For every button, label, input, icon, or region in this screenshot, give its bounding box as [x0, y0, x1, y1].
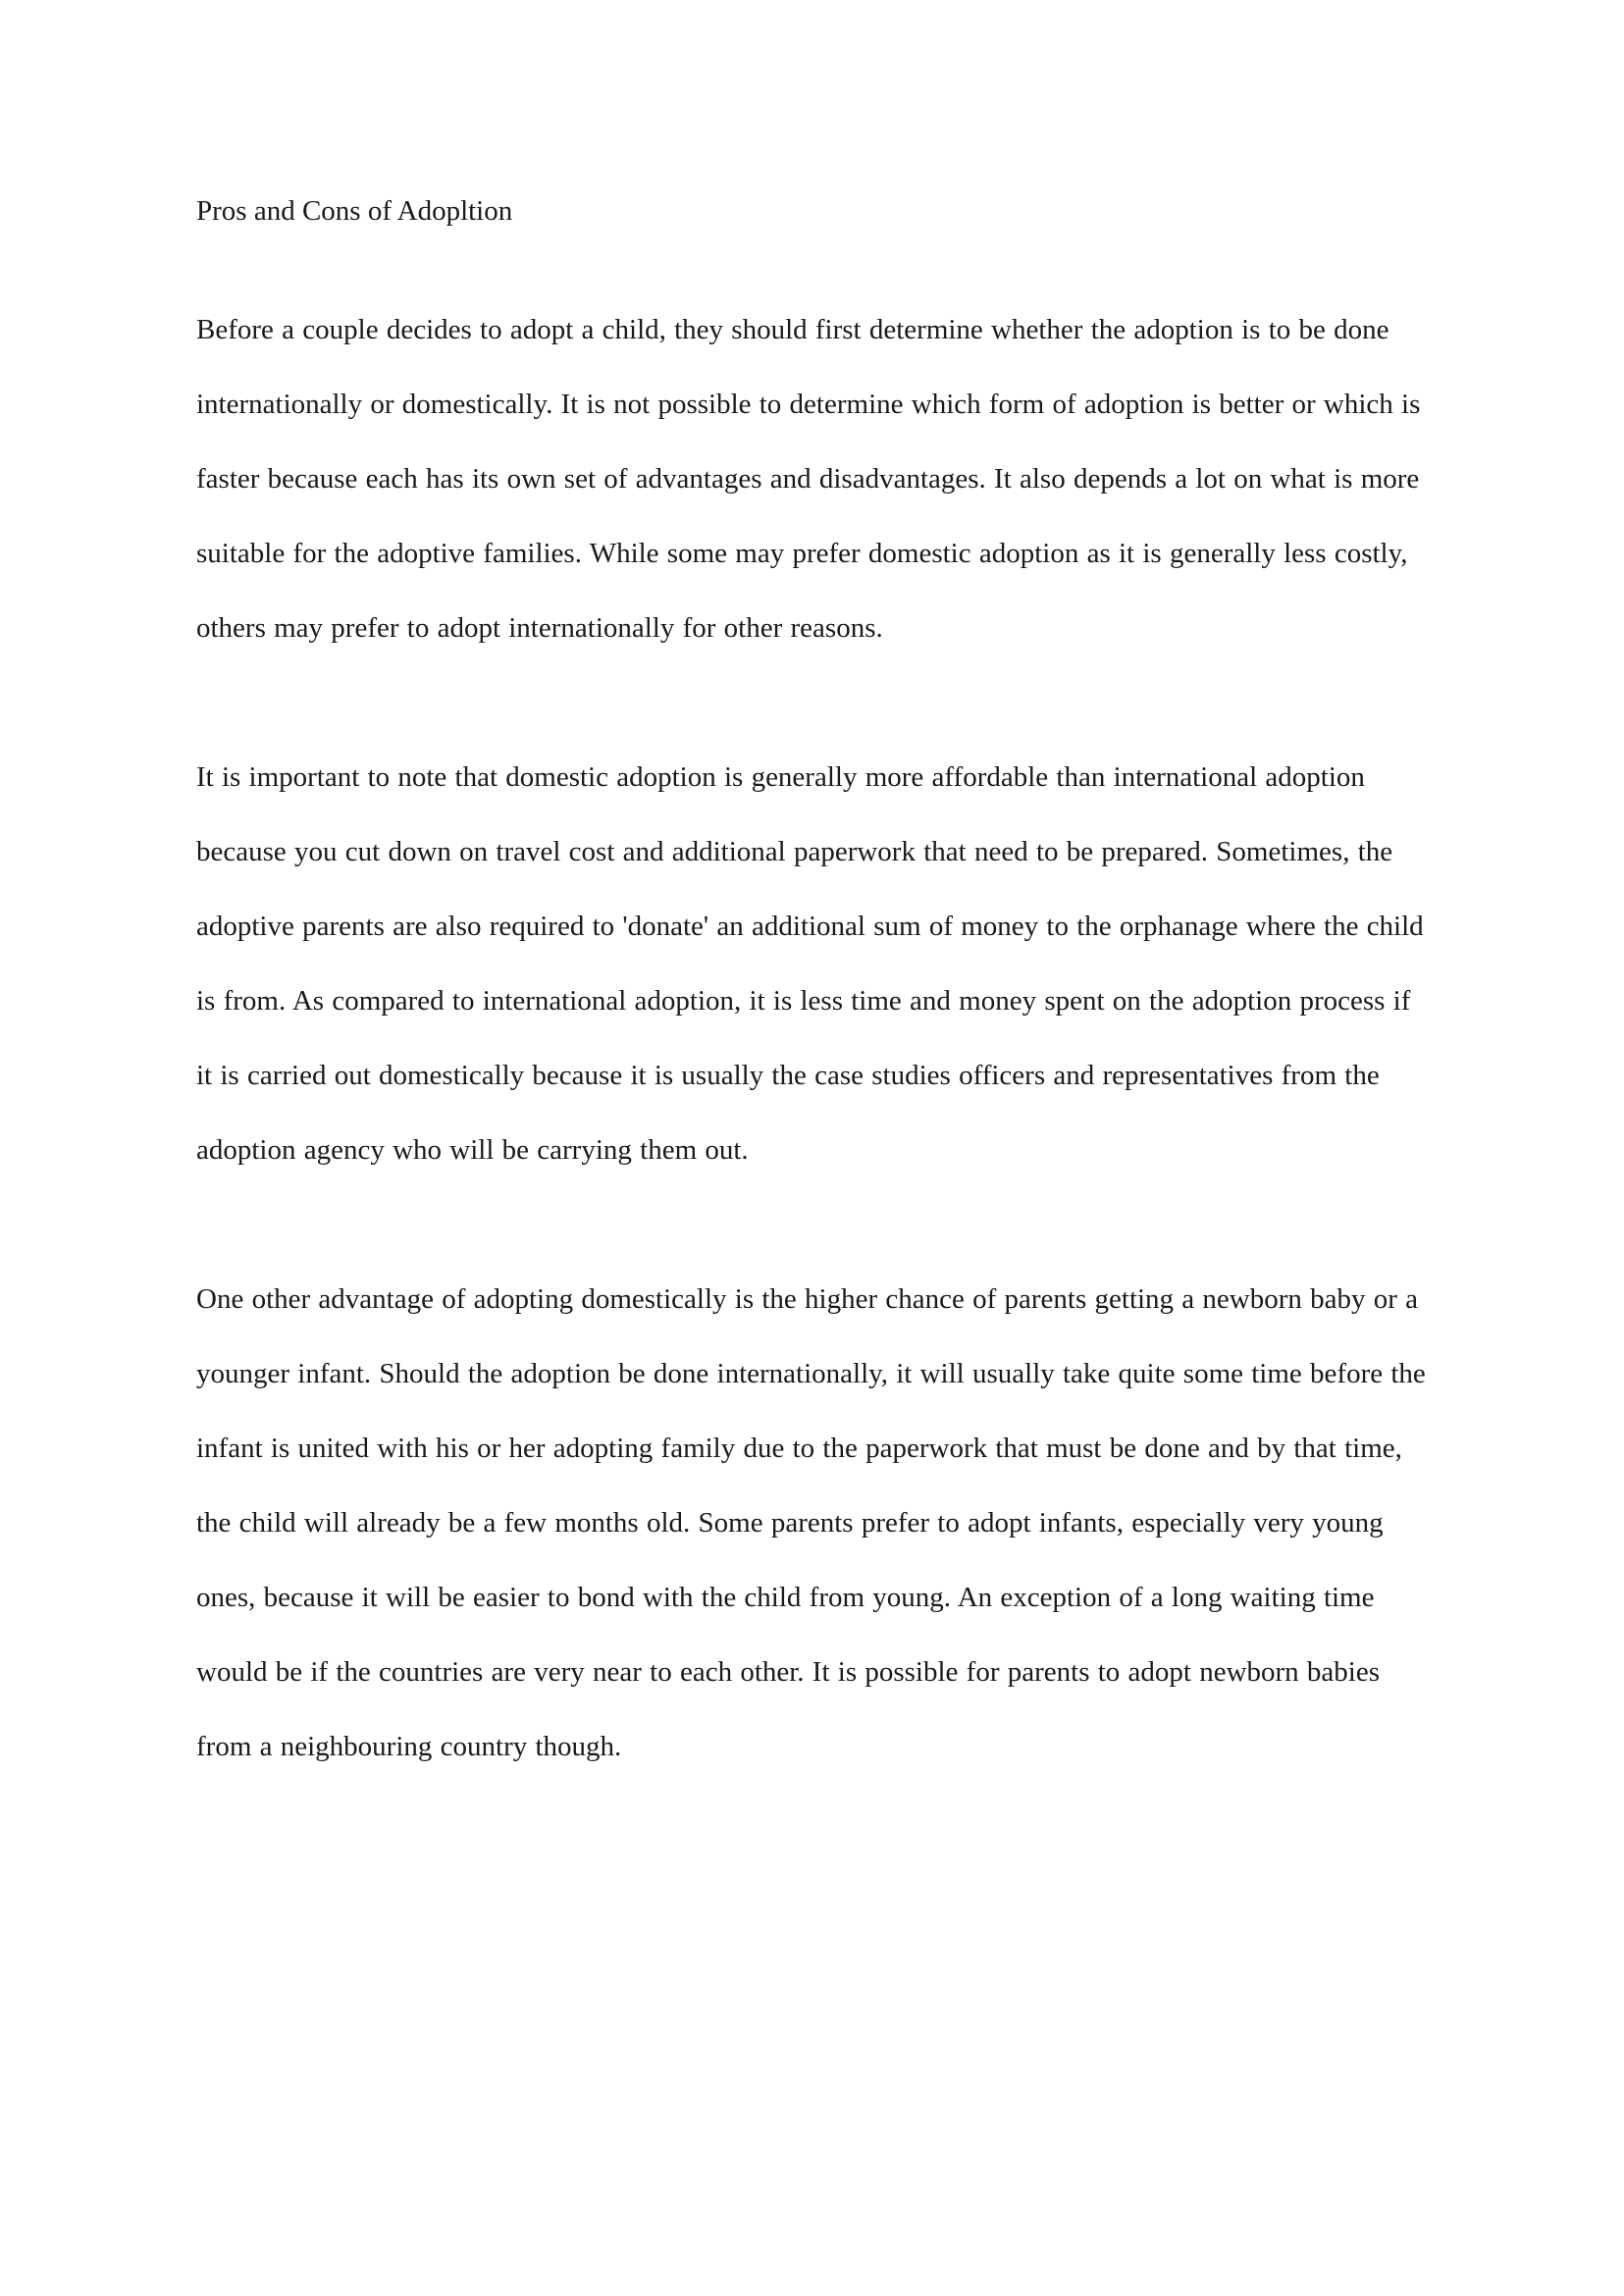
document-content: [196, 175, 1428, 1859]
document-title: Pros and Cons of Adopltion: [196, 195, 513, 227]
paragraph-newborn-advantage: One other advantage of adopting domestically is the higher chance of parents getting a newborn baby or a younger infant. Should the adoption be done internationally, it will usually take quite some time before the infant is united with his or her adopting family due to the paperwork that must be done and by that time, the child will already be a few months old. Some parents prefer to adopt infants, especially very young ones, because it will be easier to bond with the child from young. An exception of a long waiting time would be if the countries are very near to each other. It is possible for parents to adopt newborn babies from a neighbouring country though.: [196, 1283, 1426, 1762]
paragraph-affordability: It is important to note that domestic adoption is generally more affordable than international adoption because you cut down on travel cost and additional paperwork that need to be prepared. Sometimes, the adoptive parents are also required to 'donate' an additional sum of money to the orphanage where the child is from. As compared to international adoption, it is less time and money spent on the adoption process if it is carried out domestically because it is usually the case studies officers and representatives from the adoption agency who will be carrying them out.: [196, 761, 1424, 1167]
paragraph-intro: Before a couple decides to adopt a child, they should first determine whether the adoption is to be done internationally or domestically. It is not possible to determine which form of adoption is better or which is faster because each has its own set of advantages and disadvantages. It also depends a lot on what is more suitable for the adoptive families. While some may prefer domestic adoption as it is generally less costly, others may prefer to adopt internationally for other reasons.: [196, 314, 1421, 645]
